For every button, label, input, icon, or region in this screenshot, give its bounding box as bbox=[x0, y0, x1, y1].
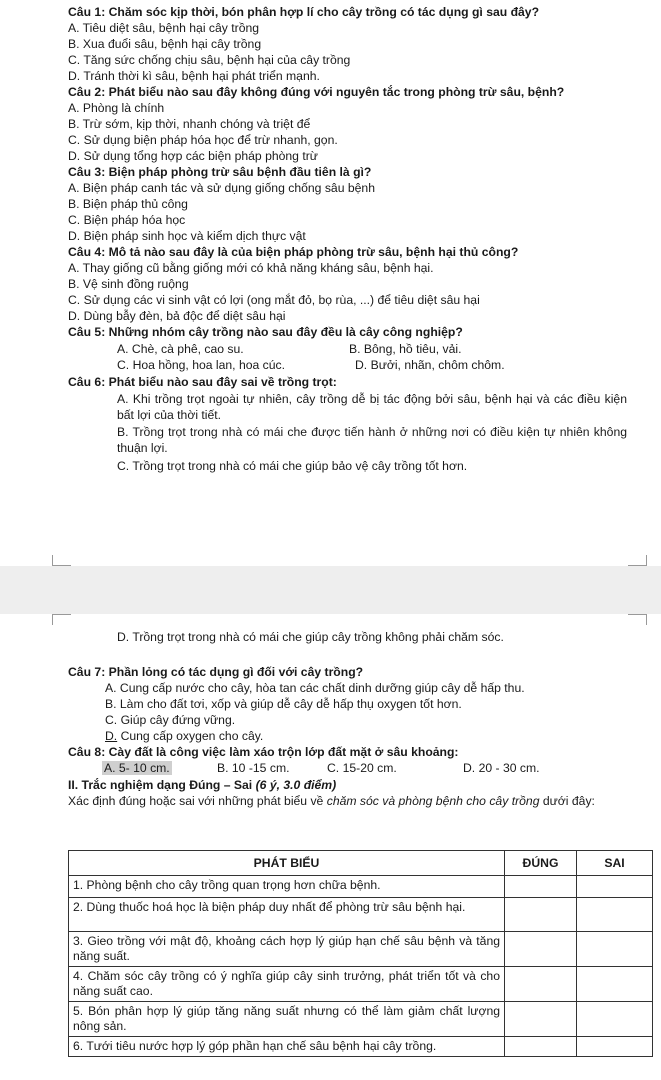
question-1-option-c: C. Tăng sức chống chịu sâu, bệnh hại của cây trồng bbox=[68, 53, 351, 67]
question-6-title: Câu 6: Phát biểu nào sau đây sai về trồng trọt: bbox=[68, 375, 337, 389]
table-row bbox=[69, 967, 653, 1002]
page-gap bbox=[0, 566, 661, 614]
false-answer-cell[interactable] bbox=[577, 898, 653, 932]
question-3-option-d: D. Biện pháp sinh học và kiểm dịch thực vật bbox=[68, 229, 306, 243]
answer-mark: D. bbox=[105, 729, 118, 743]
question-6-option-b: B. Trồng trọt trong nhà có mái che được tiến hành ở những nơi có điều kiện tự nhiên không thuận lợi. bbox=[117, 425, 627, 455]
question-7-title: Câu 7: Phần lỏng có tác dụng gì đối với cây trồng? bbox=[68, 665, 364, 679]
statement-cell: 2. Dùng thuốc hoá học là biện pháp duy nhất để phòng trừ sâu bệnh hại. bbox=[69, 898, 505, 932]
true-answer-cell[interactable] bbox=[505, 876, 577, 898]
statement-cell: 5. Bón phân hợp lý giúp tăng năng suất nhưng có thể làm giảm chất lượng nông sản. bbox=[69, 1002, 505, 1037]
table-row bbox=[69, 1002, 653, 1037]
question-6-option-d: D. Trồng trọt trong nhà có mái che giúp cây trồng không phải chăm sóc. bbox=[117, 630, 504, 644]
section-2-instructions bbox=[68, 793, 652, 809]
question-7-option-c: C. Giúp cây đứng vững. bbox=[105, 713, 236, 727]
question-4-option-b: B. Vệ sinh đồng ruộng bbox=[68, 277, 189, 291]
section-2-heading bbox=[68, 777, 336, 793]
false-answer-cell[interactable] bbox=[577, 932, 653, 967]
table-row bbox=[69, 876, 653, 898]
false-answer-cell[interactable] bbox=[577, 876, 653, 898]
question-7-option-a: A. Cung cấp nước cho cây, hòa tan các chất dinh dưỡng giúp cây dễ hấp thu. bbox=[105, 681, 525, 695]
section-score: (6 ý, 3.0 điểm) bbox=[255, 778, 337, 792]
highlighted-answer: A. 5- 10 cm. bbox=[104, 761, 170, 775]
question-8-option-a bbox=[102, 760, 172, 776]
false-answer-cell[interactable] bbox=[577, 967, 653, 1002]
false-answer-cell[interactable] bbox=[577, 1037, 653, 1057]
option-text: Cung cấp oxygen cho cây. bbox=[117, 729, 264, 743]
instr-text: dưới đây: bbox=[539, 794, 595, 808]
statement-cell: 3. Gieo trồng với mật độ, khoảng cách hợp lý giúp hạn chế sâu bệnh và tăng năng suất. bbox=[69, 932, 505, 967]
question-3-title: Câu 3: Biện pháp phòng trừ sâu bệnh đầu tiên là gì? bbox=[68, 165, 372, 179]
crop-mark bbox=[628, 614, 647, 625]
header-true: ĐÚNG bbox=[505, 851, 577, 876]
question-2-title: Câu 2: Phát biểu nào sau đây không đúng với nguyên tắc trong phòng trừ sâu, bệnh? bbox=[68, 85, 565, 99]
question-5-title: Câu 5: Những nhóm cây trồng nào sau đây đều là cây công nghiệp? bbox=[68, 325, 463, 339]
false-answer-cell[interactable] bbox=[577, 1002, 653, 1037]
question-7-option-b: B. Làm cho đất tơi, xốp và giúp dễ cây dễ hấp thụ oxygen tốt hơn. bbox=[105, 697, 462, 711]
question-2-option-c: C. Sử dụng biện pháp hóa học để trừ nhanh, gọn. bbox=[68, 133, 338, 147]
crop-mark bbox=[52, 614, 71, 625]
header-statement: PHÁT BIỂU bbox=[69, 851, 505, 876]
true-answer-cell[interactable] bbox=[505, 1037, 577, 1057]
true-answer-cell[interactable] bbox=[505, 1002, 577, 1037]
question-1-title: Câu 1: Chăm sóc kịp thời, bón phân hợp lí cho cây trồng có tác dụng gì sau đây? bbox=[68, 5, 540, 19]
question-5-option-d: D. Bưởi, nhãn, chôm chôm. bbox=[355, 358, 505, 372]
instr-text: Xác định đúng hoặc sai với những phát biểu về bbox=[68, 794, 327, 808]
question-1-option-b: B. Xua đuổi sâu, bệnh hại cây trồng bbox=[68, 37, 262, 51]
statement-cell: 6. Tưới tiêu nước hợp lý góp phần hạn chế sâu bệnh hại cây trồng. bbox=[69, 1037, 505, 1057]
crop-mark bbox=[628, 555, 647, 566]
crop-mark bbox=[52, 555, 71, 566]
question-1-option-a: A. Tiêu diệt sâu, bệnh hại cây trồng bbox=[68, 21, 260, 35]
question-5-option-c: C. Hoa hồng, hoa lan, hoa cúc. bbox=[117, 358, 286, 372]
section-title: II. Trắc nghiệm dạng Đúng – Sai bbox=[68, 778, 256, 792]
table-header-row bbox=[69, 851, 653, 876]
question-3-option-c: C. Biện pháp hóa học bbox=[68, 213, 186, 227]
question-2-option-b: B. Trừ sớm, kịp thời, nhanh chóng và triệt để bbox=[68, 117, 311, 131]
question-5-option-a: A. Chè, cà phê, cao su. bbox=[117, 342, 244, 356]
true-answer-cell[interactable] bbox=[505, 932, 577, 967]
true-false-table bbox=[68, 850, 653, 1057]
question-8-option-c: C. 15-20 cm. bbox=[327, 761, 397, 775]
question-3-option-b: B. Biện pháp thủ công bbox=[68, 197, 188, 211]
question-6-option-c: C. Trồng trọt trong nhà có mái che giúp bảo vệ cây trồng tốt hơn. bbox=[117, 459, 468, 473]
question-1-option-d: D. Tránh thời kì sâu, bệnh hại phát triển mạnh. bbox=[68, 69, 320, 83]
statement-cell: 1. Phòng bệnh cho cây trồng quan trọng hơn chữa bệnh. bbox=[69, 876, 505, 898]
question-8-option-b: B. 10 -15 cm. bbox=[217, 761, 290, 775]
true-answer-cell[interactable] bbox=[505, 898, 577, 932]
question-5-option-b: B. Bông, hồ tiêu, vải. bbox=[349, 342, 462, 356]
instr-emphasis: chăm sóc và phòng bệnh cho cây trồng bbox=[326, 794, 540, 808]
table-row bbox=[69, 898, 653, 932]
question-7-option-d bbox=[105, 728, 263, 744]
question-4-title: Câu 4: Mô tả nào sau đây là của biện pháp phòng trừ sâu, bệnh hại thủ công? bbox=[68, 245, 519, 259]
question-4-option-d: D. Dùng bẫy đèn, bả độc để diệt sâu hại bbox=[68, 309, 286, 323]
table-row bbox=[69, 932, 653, 967]
statement-cell: 4. Chăm sóc cây trồng có ý nghĩa giúp cây sinh trưởng, phát triển tốt và cho năng suất cao. bbox=[69, 967, 505, 1002]
question-8-title: Câu 8: Cày đất là công việc làm xáo trộn lớp đất mặt ở sâu khoảng: bbox=[68, 745, 459, 759]
true-answer-cell[interactable] bbox=[505, 967, 577, 1002]
question-2-option-a: A. Phòng là chính bbox=[68, 101, 165, 115]
question-4-option-c: C. Sử dụng các vi sinh vật có lợi (ong mắt đỏ, bọ rùa, ...) để tiêu diệt sâu hại bbox=[68, 293, 480, 307]
question-3-option-a: A. Biện pháp canh tác và sử dụng giống chống sâu bệnh bbox=[68, 181, 375, 195]
question-8-option-d: D. 20 - 30 cm. bbox=[463, 761, 540, 775]
table-row bbox=[69, 1037, 653, 1057]
question-2-option-d: D. Sử dụng tổng hợp các biện pháp phòng trừ bbox=[68, 149, 318, 163]
header-false: SAI bbox=[577, 851, 653, 876]
question-6-option-a: A. Khi trồng trọt ngoài tự nhiên, cây trồng dễ bị tác động bởi sâu, bệnh hại và các điều kiện bất lợi của thời tiết. bbox=[117, 392, 627, 422]
question-4-option-a: A. Thay giống cũ bằng giống mới có khả năng kháng sâu, bệnh hại. bbox=[68, 261, 434, 275]
